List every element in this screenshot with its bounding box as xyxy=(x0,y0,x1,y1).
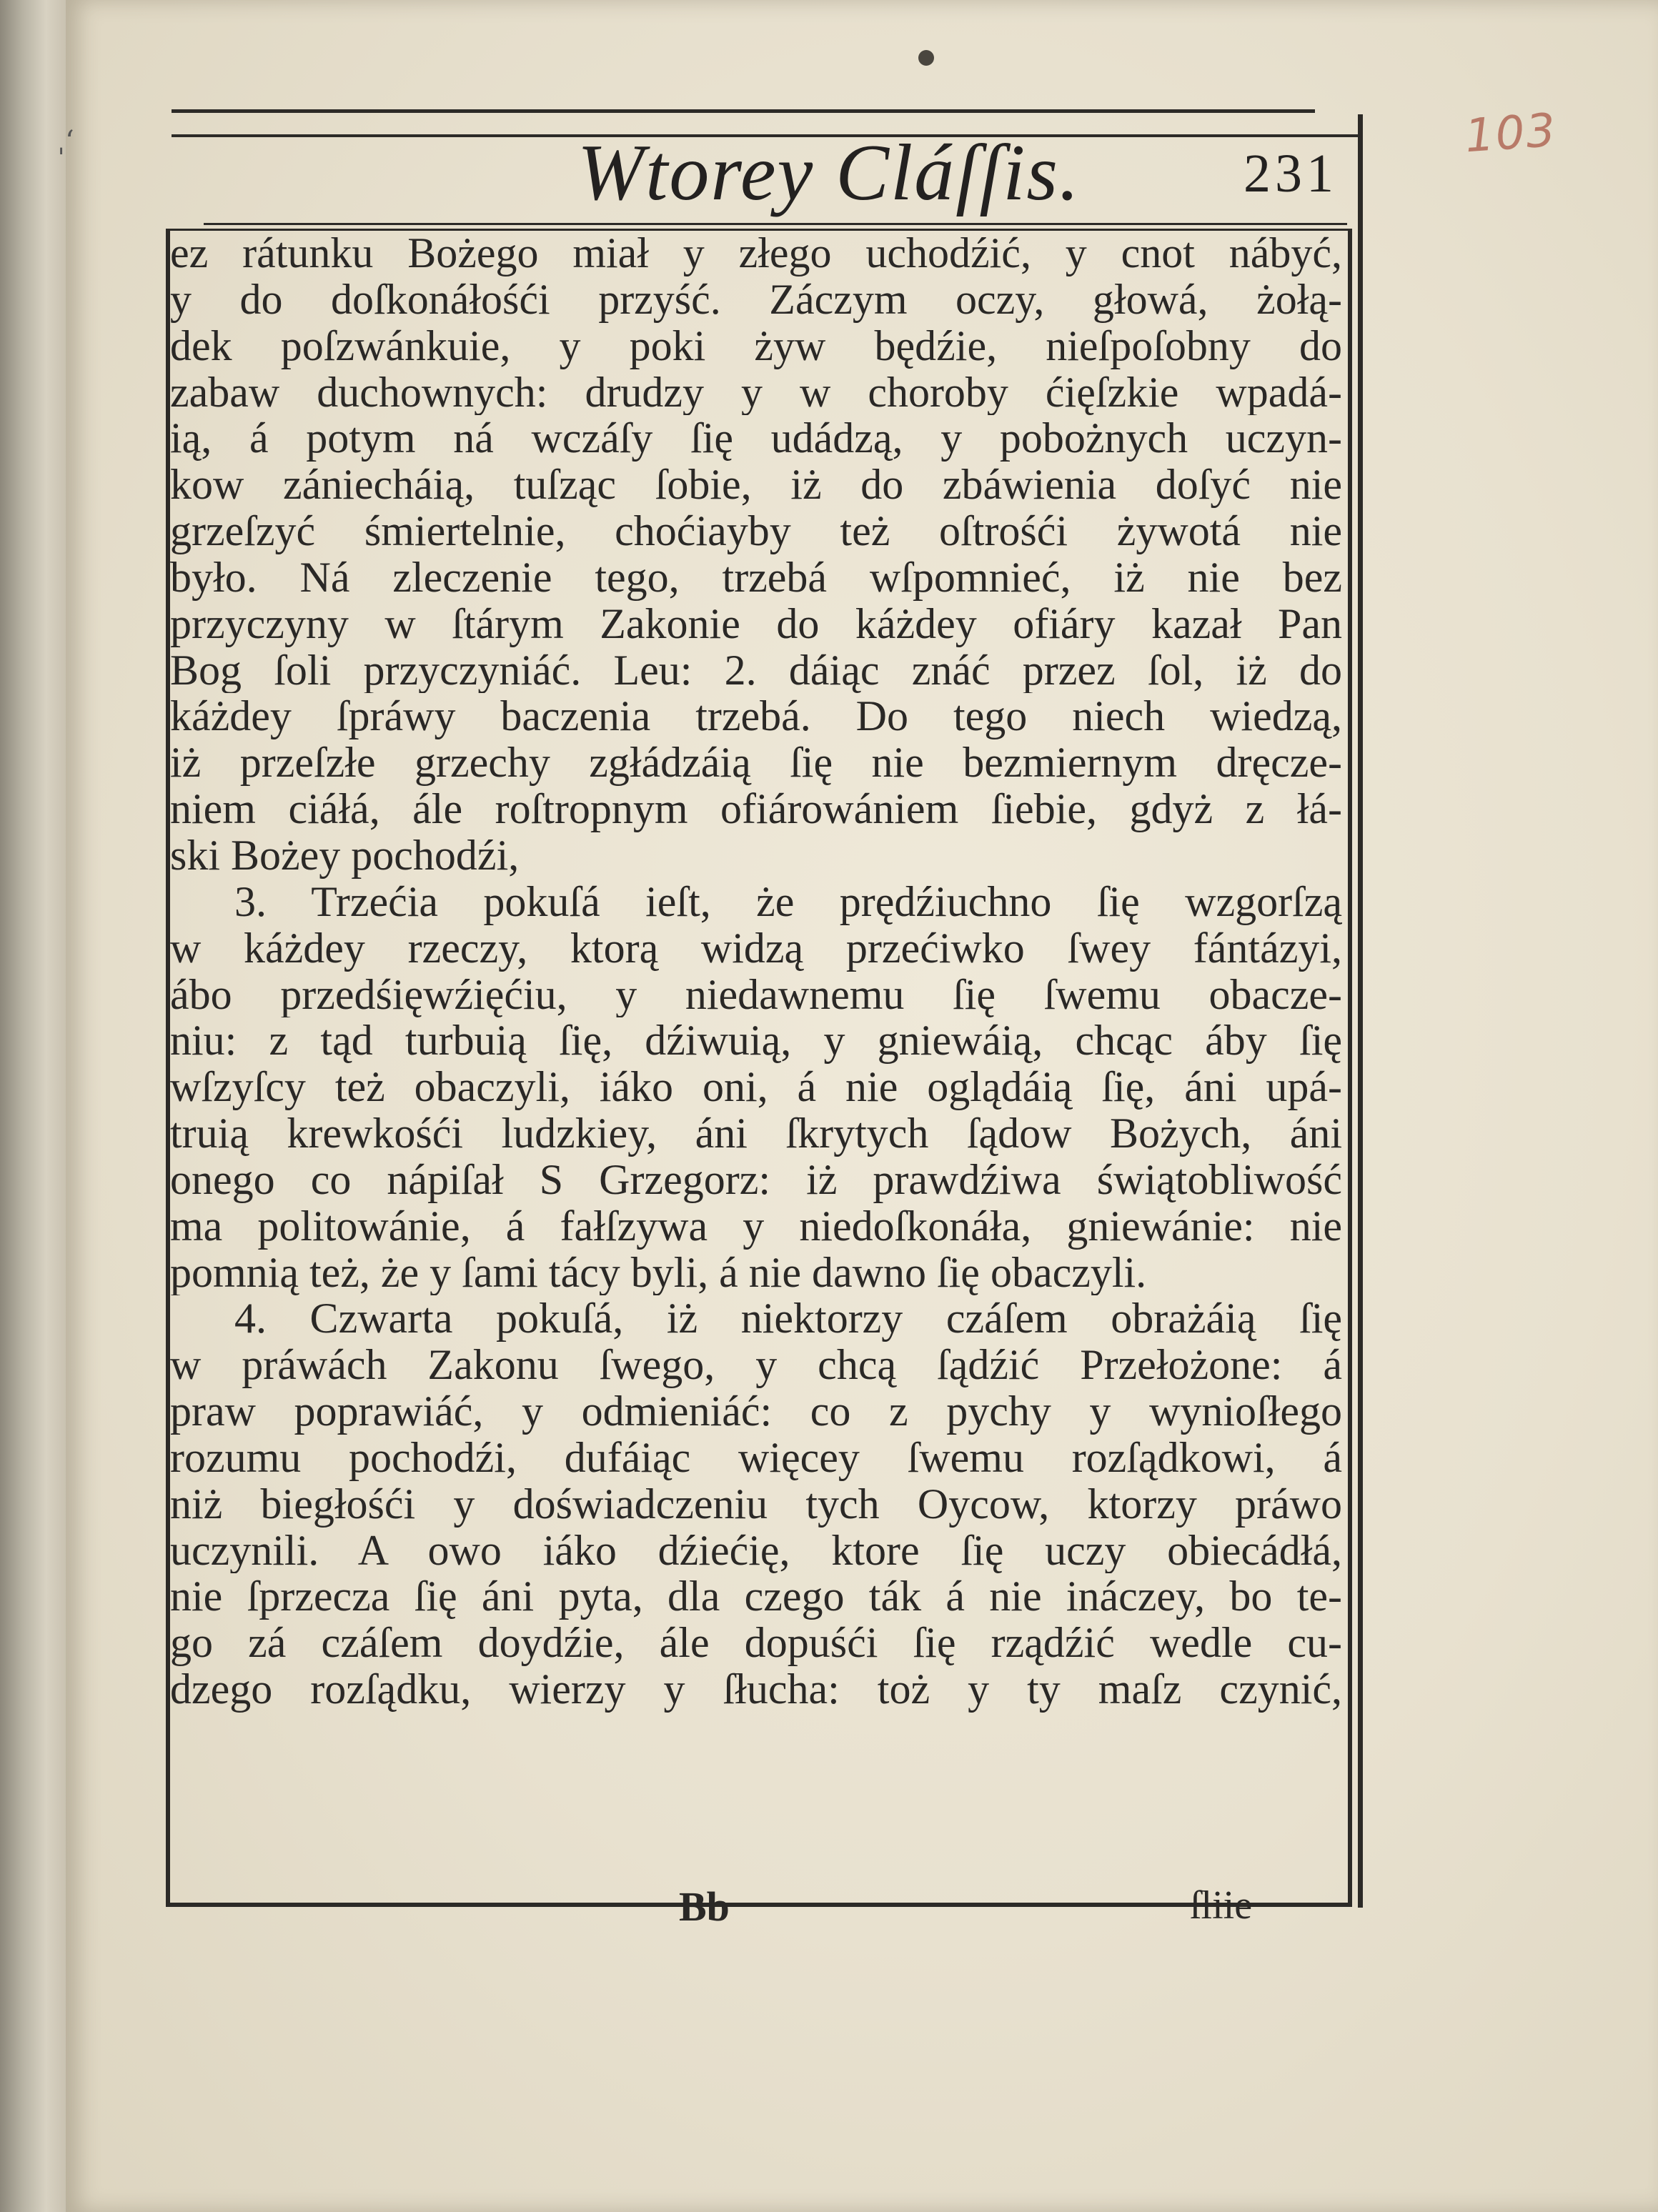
title-underline xyxy=(204,223,1347,225)
text-line: niem ciáłá, ále roſtropnym ofiárowániem ſiebie, gdyż z łá- xyxy=(170,786,1342,832)
text-line: wſzyſcy też obaczyli, iáko oni, á nie oglądáią ſię, áni upá- xyxy=(170,1064,1342,1111)
text-line: ią, á potym ná wczáſy ſię udádzą, y pobożnych uczyn- xyxy=(170,415,1342,462)
body-text xyxy=(170,230,1342,1713)
text-line: dzego rozſądku, wierzy y ſłucha: toż y ty maſz czynić, xyxy=(170,1666,1342,1713)
signature-mark: Bb xyxy=(679,1883,730,1930)
paragraph-start-line: 3. Trzećia pokuſá ieſt, że prędźiuchno ſię wzgorſzą xyxy=(234,878,1342,925)
book-binding xyxy=(0,0,66,2212)
text-line: truią krewkośći ludzkiey, áni ſkrytych ſądow Bożych, áni xyxy=(170,1110,1342,1157)
pencil-folio-number: 103 xyxy=(1463,104,1559,164)
text-line: przyczyny w ſtárym Zakonie do káżdey ofiáry kazał Pan xyxy=(170,600,1342,647)
text-line: rozumu pochodźi, dufáiąc więcey ſwemu rozſądkowi, á xyxy=(170,1434,1342,1481)
text-line: ez rátunku Bożego miał y złego uchodźić, y cnot nábyć, xyxy=(170,230,1342,276)
text-line: praw poprawiáć, y odmieniáć: co z pychy y wynioſłego xyxy=(170,1388,1342,1435)
text-line: w káżdey rzeczy, ktorą widzą przećiwko ſwey fántázyi, xyxy=(170,925,1342,972)
page-number: 231 xyxy=(1244,144,1338,204)
text-line: ma politowánie, á fałſzywa y niedoſkonáła, gniewánie: nie xyxy=(170,1202,1342,1250)
text-line: uczynili. A owo iáko dźiećię, ktore ſię uczy obiecádłá, xyxy=(170,1527,1342,1574)
top-rule xyxy=(172,109,1315,113)
margin-mark: ˌ‘ xyxy=(57,125,74,158)
text-line: dek poſzwánkuie, y poki żyw będźie, nieſpoſobny do xyxy=(170,322,1342,369)
running-title: Wtorey Cláſſis. xyxy=(577,129,1081,217)
text-line: było. Ná zleczenie tego, trzebá wſpomnieć, iż nie bez xyxy=(170,554,1342,601)
text-line: kow zániecháią, tuſząc ſobie, iż do zbáwienia doſyć nie xyxy=(170,462,1342,509)
text-line: niu: z tąd turbuią ſię, dźiwuią, y gniewáią, chcąc áby ſię xyxy=(170,1017,1342,1065)
text-line: nie ſprzecza ſię áni pyta, dla czego ták á nie ináczey, bo te- xyxy=(170,1573,1342,1620)
text-line: ábo przedśięwźięćiu, y niedawnemu ſię ſwemu obacze- xyxy=(170,971,1342,1018)
text-line: onego co nápiſał S Grzegorz: iż prawdźiwa świątobliwość xyxy=(170,1156,1342,1203)
paper-hole xyxy=(918,50,934,66)
text-line: grzeſzyć śmiertelnie, choćiayby też oſtrośći żywotá nie xyxy=(170,508,1342,554)
text-line: pomnią też, że y ſami tácy byli, á nie dawno ſię obaczyli. xyxy=(170,1249,1147,1296)
text-line: Bog ſoli przyczyniáć. Leu: 2. dáiąc znáć przez ſol, iż do xyxy=(170,647,1342,694)
text-line: zabaw duchownych: drudzy y w choroby ćięſzkie wpadá- xyxy=(170,369,1342,416)
text-line: w práwách Zakonu ſwego, y chcą ſądźić Przełożone: á xyxy=(170,1342,1342,1389)
paragraph-start-line: 4. Czwarta pokuſá, iż niektorzy czáſem obrażáią ſię xyxy=(234,1295,1342,1342)
text-line: niż biegłośći y doświadczeniu tych Oycow, ktorzy práwo xyxy=(170,1480,1342,1528)
text-line: káżdey ſpráwy baczenia trzebá. Do tego niech wiedzą, xyxy=(170,693,1342,740)
text-line: y do doſkonáłośći przyść. Záczym oczy, głowá, żołą- xyxy=(170,276,1342,323)
text-line: iż przeſzłe grzechy zgłádzáią ſię nie bezmiernym dręcze- xyxy=(170,739,1342,787)
text-line: go zá czáſem doydźie, ále dopuśći ſię rządźić wedle cu- xyxy=(170,1620,1342,1667)
catchword: ſliie xyxy=(1190,1883,1253,1928)
text-line: ski Bożey pochodźi, xyxy=(170,832,520,879)
frame-outer-right-rule xyxy=(1358,114,1363,1908)
